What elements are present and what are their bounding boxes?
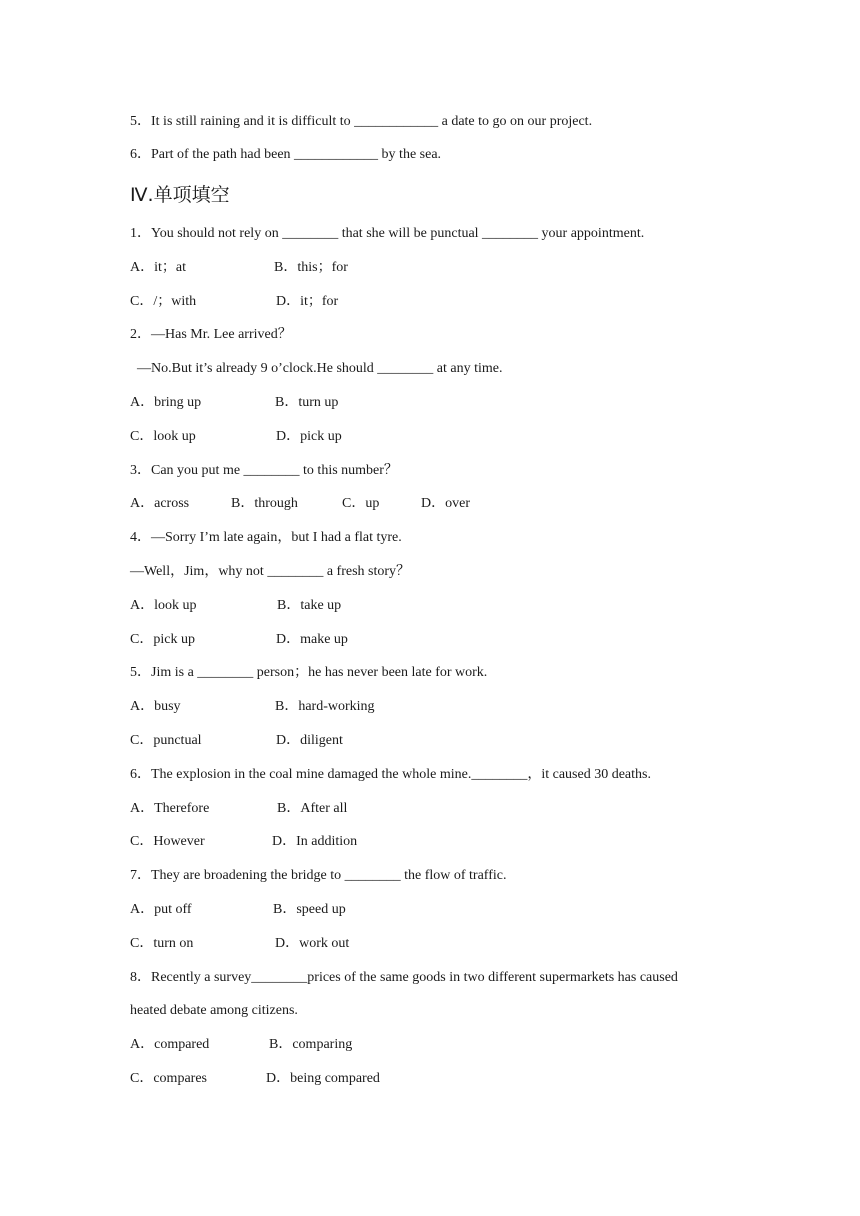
option-d: D．diligent <box>276 733 343 748</box>
option-b: B．hard-working <box>275 699 375 714</box>
question-text: —Well，Jim，why not ________ a fresh story？ <box>130 564 411 579</box>
option-c: C．turn on <box>130 936 194 951</box>
question-text: 5．It is still raining and it is difficult to ____________ a date to go on our project. <box>130 114 593 129</box>
question-text: 5．Jim is a ________ person；he has never been late for work. <box>130 665 488 680</box>
option-b: B．this；for <box>274 260 348 275</box>
option-a: A．it；at <box>130 260 186 275</box>
option-b: B．through <box>231 496 298 511</box>
option-b: B．comparing <box>269 1037 353 1052</box>
question-text: heated debate among citizens. <box>130 1003 298 1018</box>
option-d: D．over <box>421 496 470 511</box>
option-b: B．After all <box>277 801 348 816</box>
option-a: A．bring up <box>130 395 202 410</box>
option-a: A．busy <box>130 699 181 714</box>
section-heading: Ⅳ.单项填空 <box>130 184 230 206</box>
option-a: A．across <box>130 496 190 511</box>
question-text: 1．You should not rely on ________ that she will be punctual ________ your appointment. <box>130 226 645 241</box>
option-d: D．work out <box>275 936 350 951</box>
option-c: C．look up <box>130 429 196 444</box>
option-c: C．up <box>342 496 380 511</box>
question-text: 3．Can you put me ________ to this number？ <box>130 463 398 478</box>
option-a: A．put off <box>130 902 192 917</box>
option-d: D．pick up <box>276 429 342 444</box>
option-c: C．pick up <box>130 632 195 647</box>
option-c: C．compares <box>130 1071 207 1086</box>
option-b: B．take up <box>277 598 342 613</box>
option-c: C．/；with <box>130 294 197 309</box>
option-b: B．turn up <box>275 395 339 410</box>
option-d: D．being compared <box>266 1071 380 1086</box>
option-c: C．However <box>130 834 205 849</box>
option-d: D．make up <box>276 632 348 647</box>
option-a: A．compared <box>130 1037 210 1052</box>
option-b: B．speed up <box>273 902 346 917</box>
option-a: A．look up <box>130 598 197 613</box>
option-c: C．punctual <box>130 733 202 748</box>
question-text: 2．—Has Mr. Lee arrived？ <box>130 327 292 342</box>
question-text: 6．The explosion in the coal mine damaged the whole mine.________，it caused 30 deaths. <box>130 767 651 782</box>
question-text: —No.But it’s already 9 o’clock.He should ________ at any time. <box>137 361 503 376</box>
option-d: D．it；for <box>276 294 339 309</box>
question-text: 4．—Sorry I’m late again，but I had a flat tyre. <box>130 530 402 545</box>
question-text: 6．Part of the path had been ____________ by the sea. <box>130 147 442 162</box>
question-text: 8．Recently a survey________prices of the same goods in two different supermarkets has caused <box>130 970 678 985</box>
question-text: 7．They are broadening the bridge to ________ the flow of traffic. <box>130 868 507 883</box>
option-a: A．Therefore <box>130 801 210 816</box>
option-d: D．In addition <box>272 834 358 849</box>
